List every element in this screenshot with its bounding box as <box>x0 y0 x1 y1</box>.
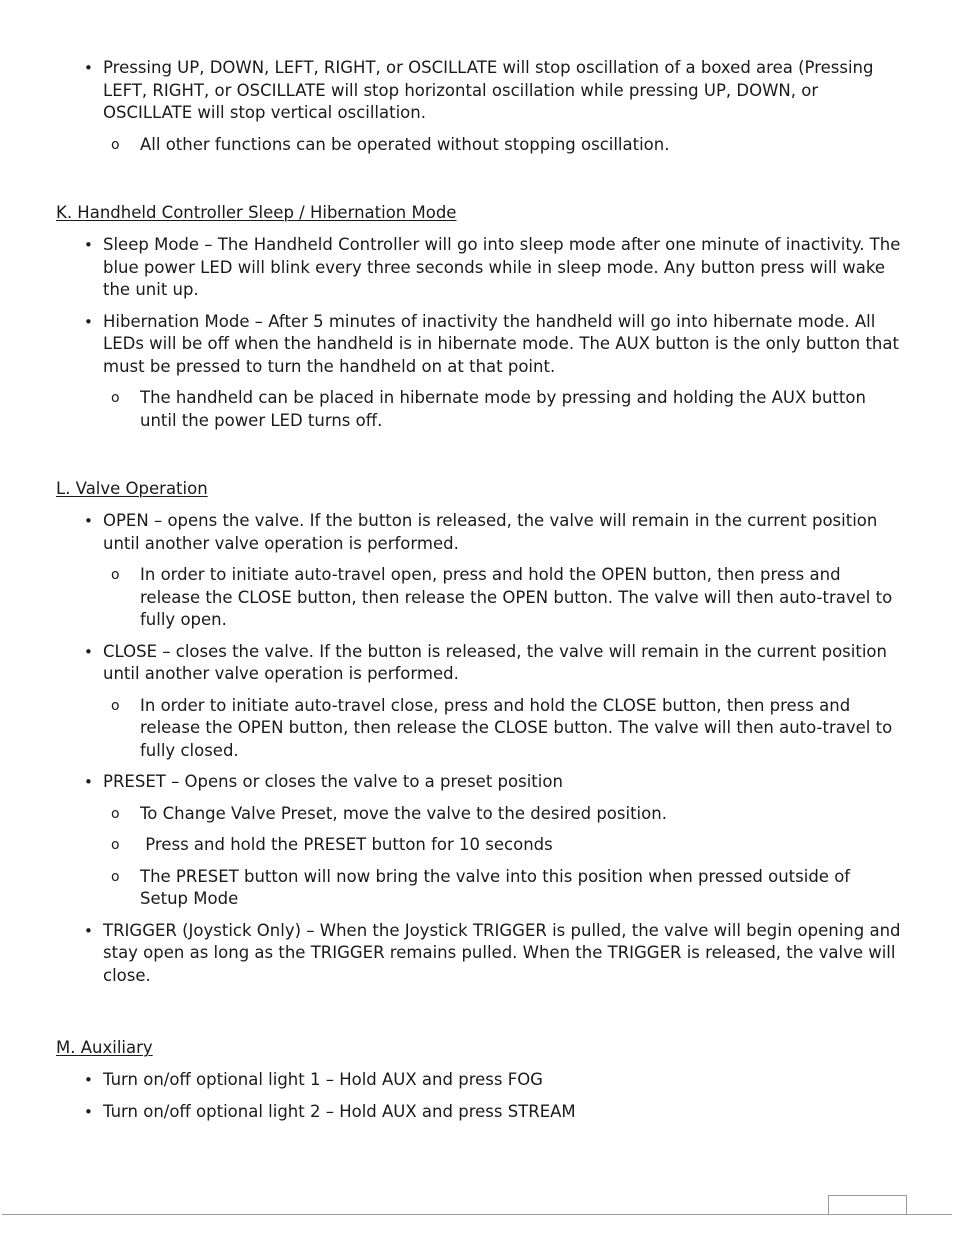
intro-list <box>0 57 954 165</box>
list-item-text: Pressing UP, DOWN, LEFT, RIGHT, or OSCILLATE will stop oscillation of a boxed area (Pressing LEFT, RIGHT, or OSCILLATE will stop horizontal oscillation while pressing UP, DOWN, or OSCILLATE will stop vertical oscillation. <box>103 58 874 122</box>
sub-bullet-icon: o <box>111 567 120 583</box>
bullet-icon: • <box>84 642 93 661</box>
bullet-icon: • <box>84 512 93 530</box>
section-heading-k: K. Handheld Controller Sleep / Hibernation Mode <box>56 203 457 222</box>
list-item-text: OPEN – opens the valve. If the button is released, the valve will remain in the current position until another valve operation is performed. <box>103 511 878 553</box>
list-item <box>0 1069 903 1092</box>
sub-list-item-text: To Change Valve Preset, move the valve to the desired position. <box>140 803 667 823</box>
section-m-list <box>0 1069 954 1132</box>
bullet-icon: • <box>84 59 93 77</box>
sub-list-item-text: Press and hold the PRESET button for 10 seconds <box>140 835 553 854</box>
sub-bullet-icon: o <box>111 697 120 714</box>
footer-rule <box>2 1214 952 1215</box>
sub-bullet-icon: o <box>111 136 120 153</box>
section-heading-l: L. Valve Operation <box>56 479 208 498</box>
list-item <box>0 771 903 794</box>
list-item-text: Turn on/off optional light 2 – Hold AUX and press STREAM <box>103 1101 576 1121</box>
sub-list-item-text: The handheld can be placed in hibernate mode by pressing and holding the AUX button until the power LED turns off. <box>140 388 866 430</box>
sub-list-item-text: All other functions can be operated without stopping oscillation. <box>140 134 670 154</box>
sub-bullet-icon: o <box>111 805 120 822</box>
page-number-box <box>828 1195 907 1215</box>
sub-bullet-icon: o <box>111 837 120 853</box>
sub-list-item <box>0 866 902 911</box>
section-l-list <box>0 510 954 996</box>
list-item <box>0 641 903 686</box>
list-item-text: Turn on/off optional light 1 – Hold AUX and press FOG <box>103 1070 543 1089</box>
bullet-icon: • <box>84 921 93 940</box>
bullet-icon: • <box>84 1102 93 1121</box>
sub-bullet-icon: o <box>111 868 120 885</box>
list-item <box>0 920 903 988</box>
list-item-text: CLOSE – closes the valve. If the button is released, the valve will remain in the current position until another valve operation is performed. <box>103 641 887 683</box>
list-item-text: TRIGGER (Joystick Only) – When the Joystick TRIGGER is pulled, the valve will begin opening and stay open as long as the TRIGGER remains pulled. When the TRIGGER is released, the valve will close. <box>103 920 901 985</box>
sub-list-item-text: In order to initiate auto-travel open, press and hold the OPEN button, then press and release the CLOSE button, then release the OPEN button. The valve will then auto-travel to fully open. <box>140 565 893 629</box>
section-k-list <box>0 234 954 441</box>
bullet-icon: • <box>84 312 93 331</box>
list-item <box>0 234 903 302</box>
list-item <box>0 510 903 555</box>
bullet-icon: • <box>84 773 93 791</box>
sub-list-item <box>0 834 902 857</box>
bullet-icon: • <box>84 236 93 254</box>
list-item <box>0 1101 903 1124</box>
list-item-text: PRESET – Opens or closes the valve to a preset position <box>103 772 563 791</box>
sub-list-item <box>0 134 902 157</box>
bullet-icon: • <box>84 1071 93 1089</box>
list-item <box>0 311 903 379</box>
sub-list-item <box>0 695 902 763</box>
section-heading-m: M. Auxiliary <box>56 1038 153 1057</box>
list-item <box>0 57 903 125</box>
sub-list-item <box>0 803 902 826</box>
sub-bullet-icon: o <box>111 390 120 406</box>
sub-list-item <box>0 564 902 632</box>
sub-list-item-text: The PRESET button will now bring the valve into this position when pressed outside of Setup Mode <box>140 866 851 908</box>
sub-list-item <box>0 387 902 432</box>
list-item-text: Hibernation Mode – After 5 minutes of inactivity the handheld will go into hibernate mode. All LEDs will be off when the handheld is in hibernate mode. The AUX button is the only button that must be pressed to turn the handheld on at that point. <box>103 311 899 376</box>
list-item-text: Sleep Mode – The Handheld Controller will go into sleep mode after one minute of inactivity. The blue power LED will blink every three seconds while in sleep mode. Any button press will wake the unit up. <box>103 235 901 299</box>
sub-list-item-text: In order to initiate auto-travel close, press and hold the CLOSE button, then press and release the OPEN button, then release the CLOSE button. The valve will then auto-travel to fully closed. <box>140 695 893 760</box>
